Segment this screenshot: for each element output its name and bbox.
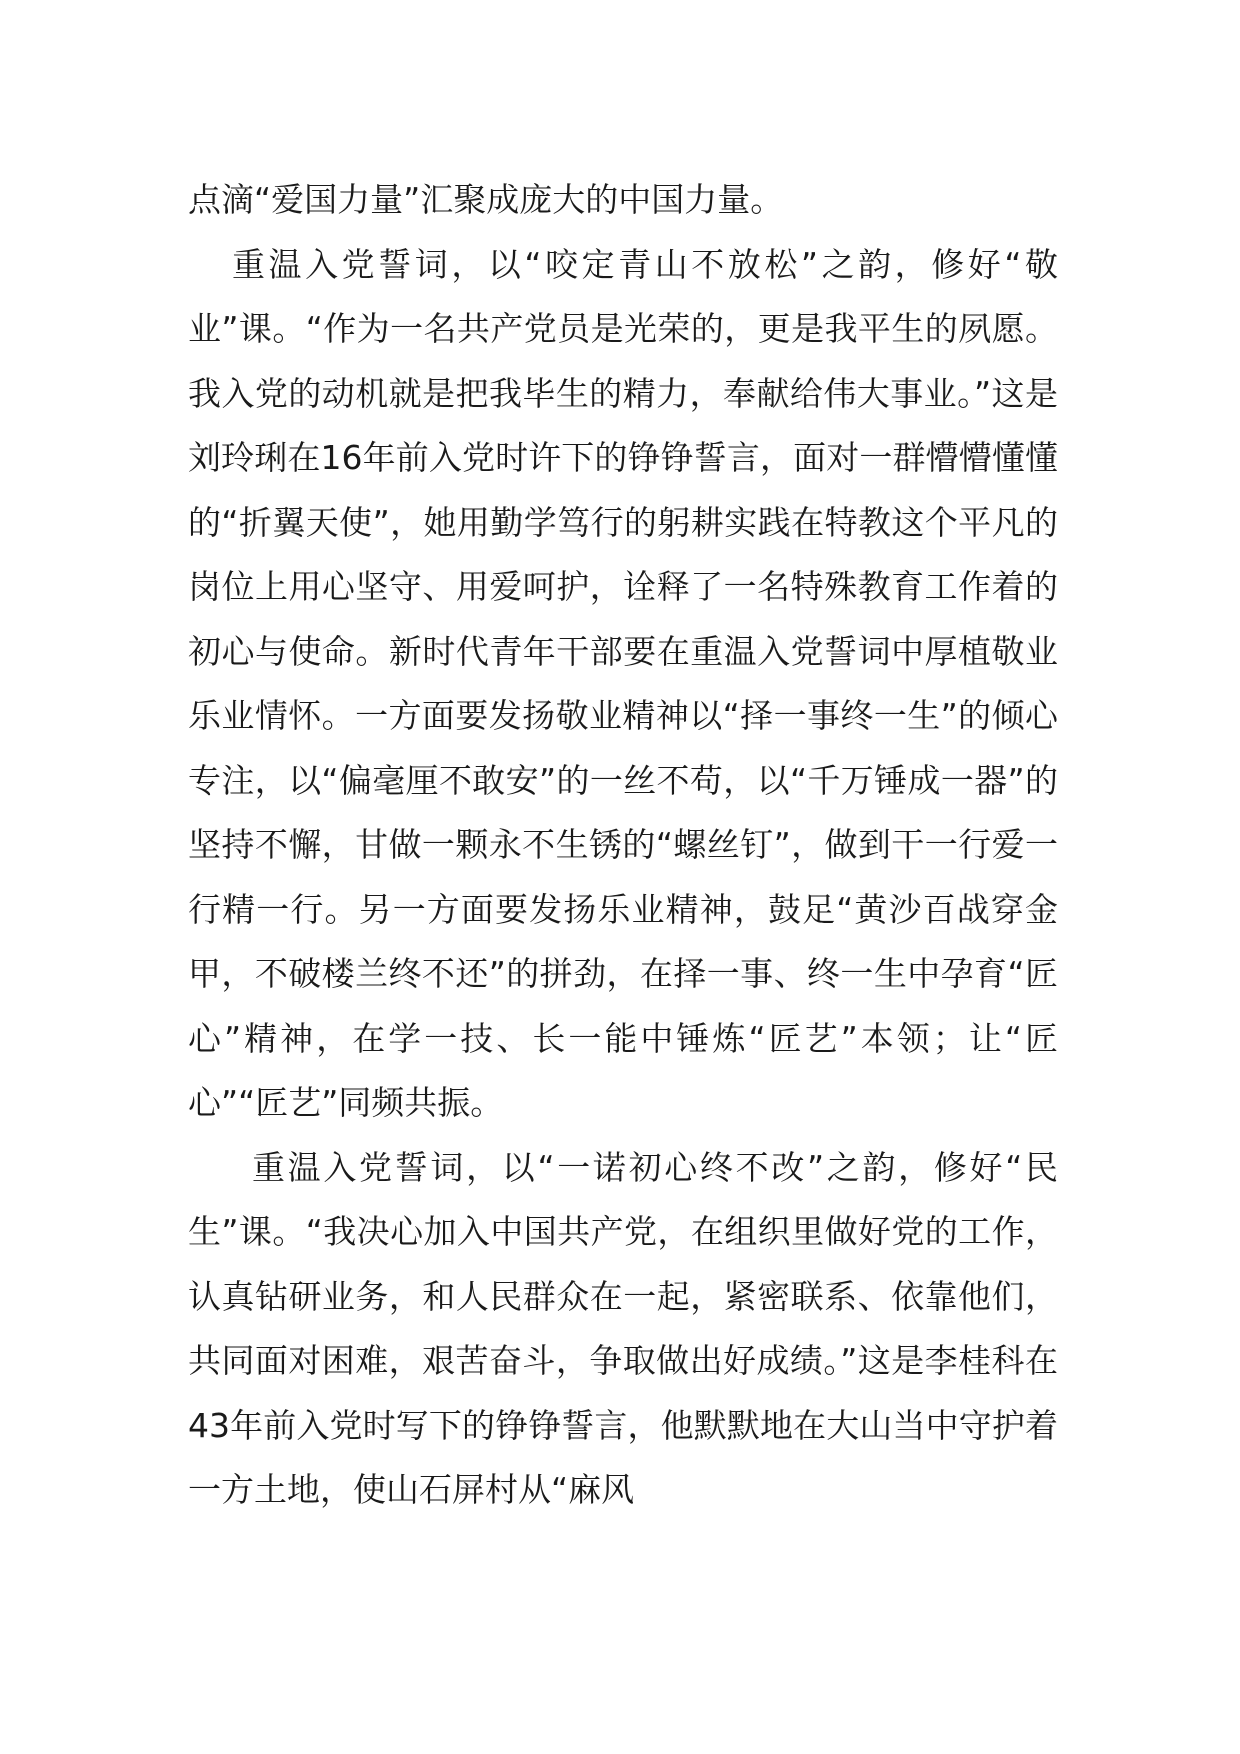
paragraph-continuation: 点滴“爱国力量”汇聚成庞大的中国力量。	[188, 180, 784, 219]
body-text	[188, 168, 1058, 1523]
paragraph-livelihood: 重温入党誓词，以“一诺初心终不改”之韵，修好“民生”课。“我决心加入中国共产党，在组织里做好党的工作，认真钻研业务，和人民群众在一起，紧密联系、依靠他们，共同面对困难，艰苦奋斗，争取做出好成绩。”这是李桂科在43年前入党时写下的铮铮誓言，他默默地在大山当中守护着一方土地，使山石屏村从“麻风	[188, 1147, 1058, 1509]
paragraph-dedication: 重温入党誓词，以“咬定青山不放松”之韵，修好“敬业”课。“作为一名共产党员是光荣的，更是我平生的夙愿。我入党的动机就是把我毕生的精力，奉献给伟大事业。”这是刘玲琍在16年前入党时许下的铮铮誓言，面对一群懵懵懂懂的“折翼天使”，她用勤学笃行的躬耕实践在特教这个平凡的岗位上用心坚守、用爱呵护，诠释了一名特殊教育工作着的初心与使命。新时代青年干部要在重温入党誓词中厚植敬业乐业情怀。一方面要发扬敬业精神以“择一事终一生”的倾心专注，以“偏毫厘不敢安”的一丝不苟，以“千万锤成一器”的坚持不懈，甘做一颗永不生锈的“螺丝钉”，做到干一行爱一行精一行。另一方面要发扬乐业精神，鼓足“黄沙百战穿金甲，不破楼兰终不还”的拼劲，在择一事、终一生中孕育“匠心”精神，在学一技、长一能中锤炼“匠艺”本领；让“匠心”“匠艺”同频共振。	[188, 244, 1058, 1122]
